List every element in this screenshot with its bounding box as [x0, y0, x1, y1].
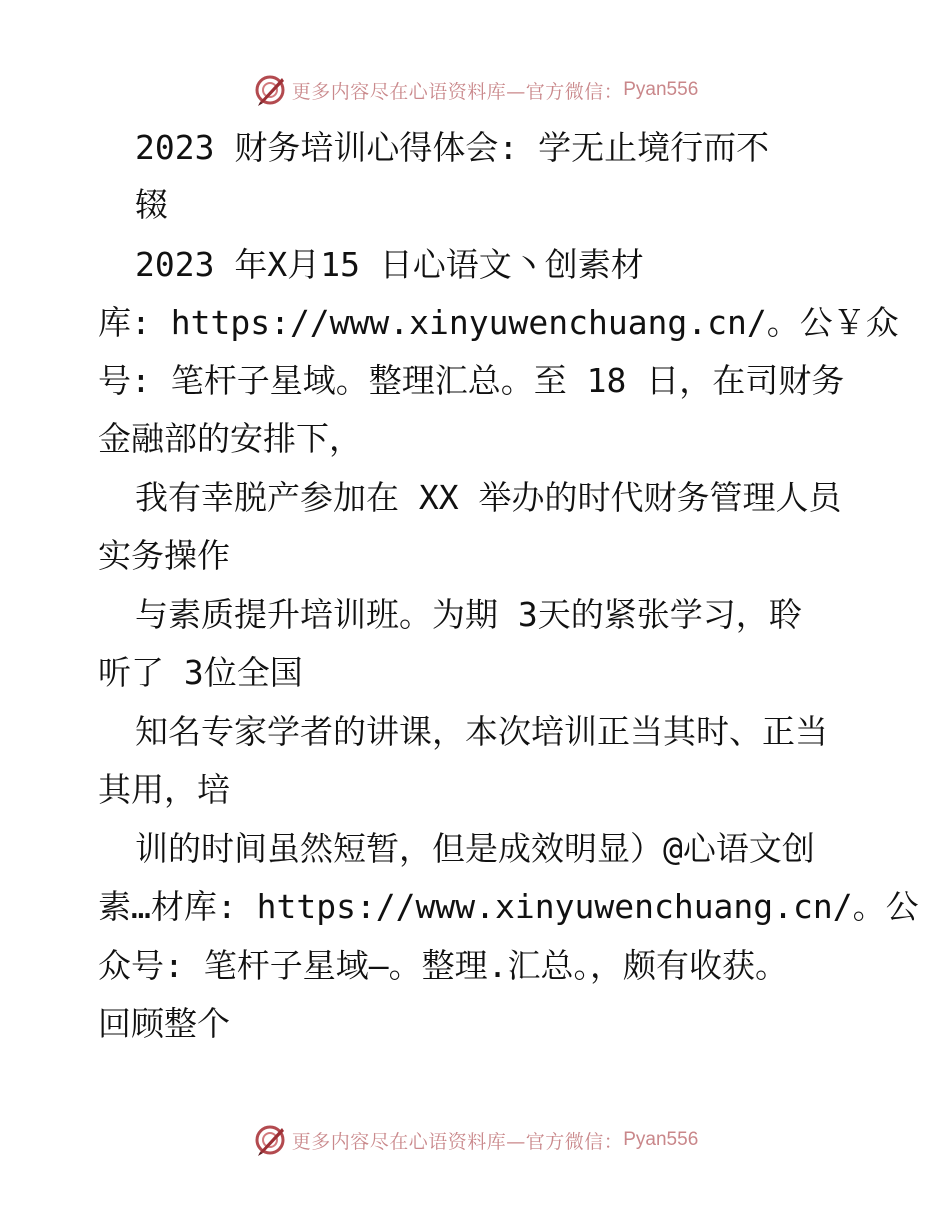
paragraph-line: 训的时间虽然短暂，但是成效明显）@心语文创 [135, 829, 815, 868]
paragraph-line: 听了 3位全国 [98, 653, 303, 692]
watermark-text: 更多内容尽在心语资料库—官方微信： [291, 1130, 624, 1153]
footer-watermark [0, 1120, 950, 1160]
paragraph-line: 我有幸脱产参加在 XX 举办的时代财务管理人员 [135, 478, 842, 517]
paragraph-line: 素…材库: https://www.xinyuwenchuang.cn/。公 [98, 887, 919, 926]
paragraph-line: 金融部的安排下， [98, 419, 362, 458]
title-line-1: 2023 财务培训心得体会: 学无止境行而不 [135, 128, 770, 167]
paragraph-line: 2023 年X月15 日心语文丶创素材 [135, 245, 644, 284]
paragraph-line: 实务操作 [98, 536, 230, 575]
paragraph-line: 众号: 笔杆子星域—。整理.汇总。，颇有收获。 [98, 946, 788, 985]
title-line-2: 辍 [135, 185, 168, 224]
watermark-handle: Pyan556 [623, 79, 699, 100]
pen-circle-logo-icon [252, 1122, 288, 1158]
paragraph-line: 与素质提升培训班。为期 3天的紧张学习，聆 [135, 595, 802, 634]
watermark-handle: Pyan556 [623, 1129, 699, 1150]
paragraph-line: 回顾整个 [98, 1004, 230, 1043]
watermark-text: 更多内容尽在心语资料库—官方微信： [291, 80, 624, 103]
paragraph-line: 库: https://www.xinyuwenchuang.cn/。公￥众 [98, 303, 899, 342]
paragraph-line: 知名专家学者的讲课，本次培训正当其时、正当 [135, 712, 828, 751]
paragraph-line: 其用，培 [98, 770, 230, 809]
paragraph-line: 号: 笔杆子星域。整理汇总。至 18 日，在司财务 [98, 361, 845, 400]
